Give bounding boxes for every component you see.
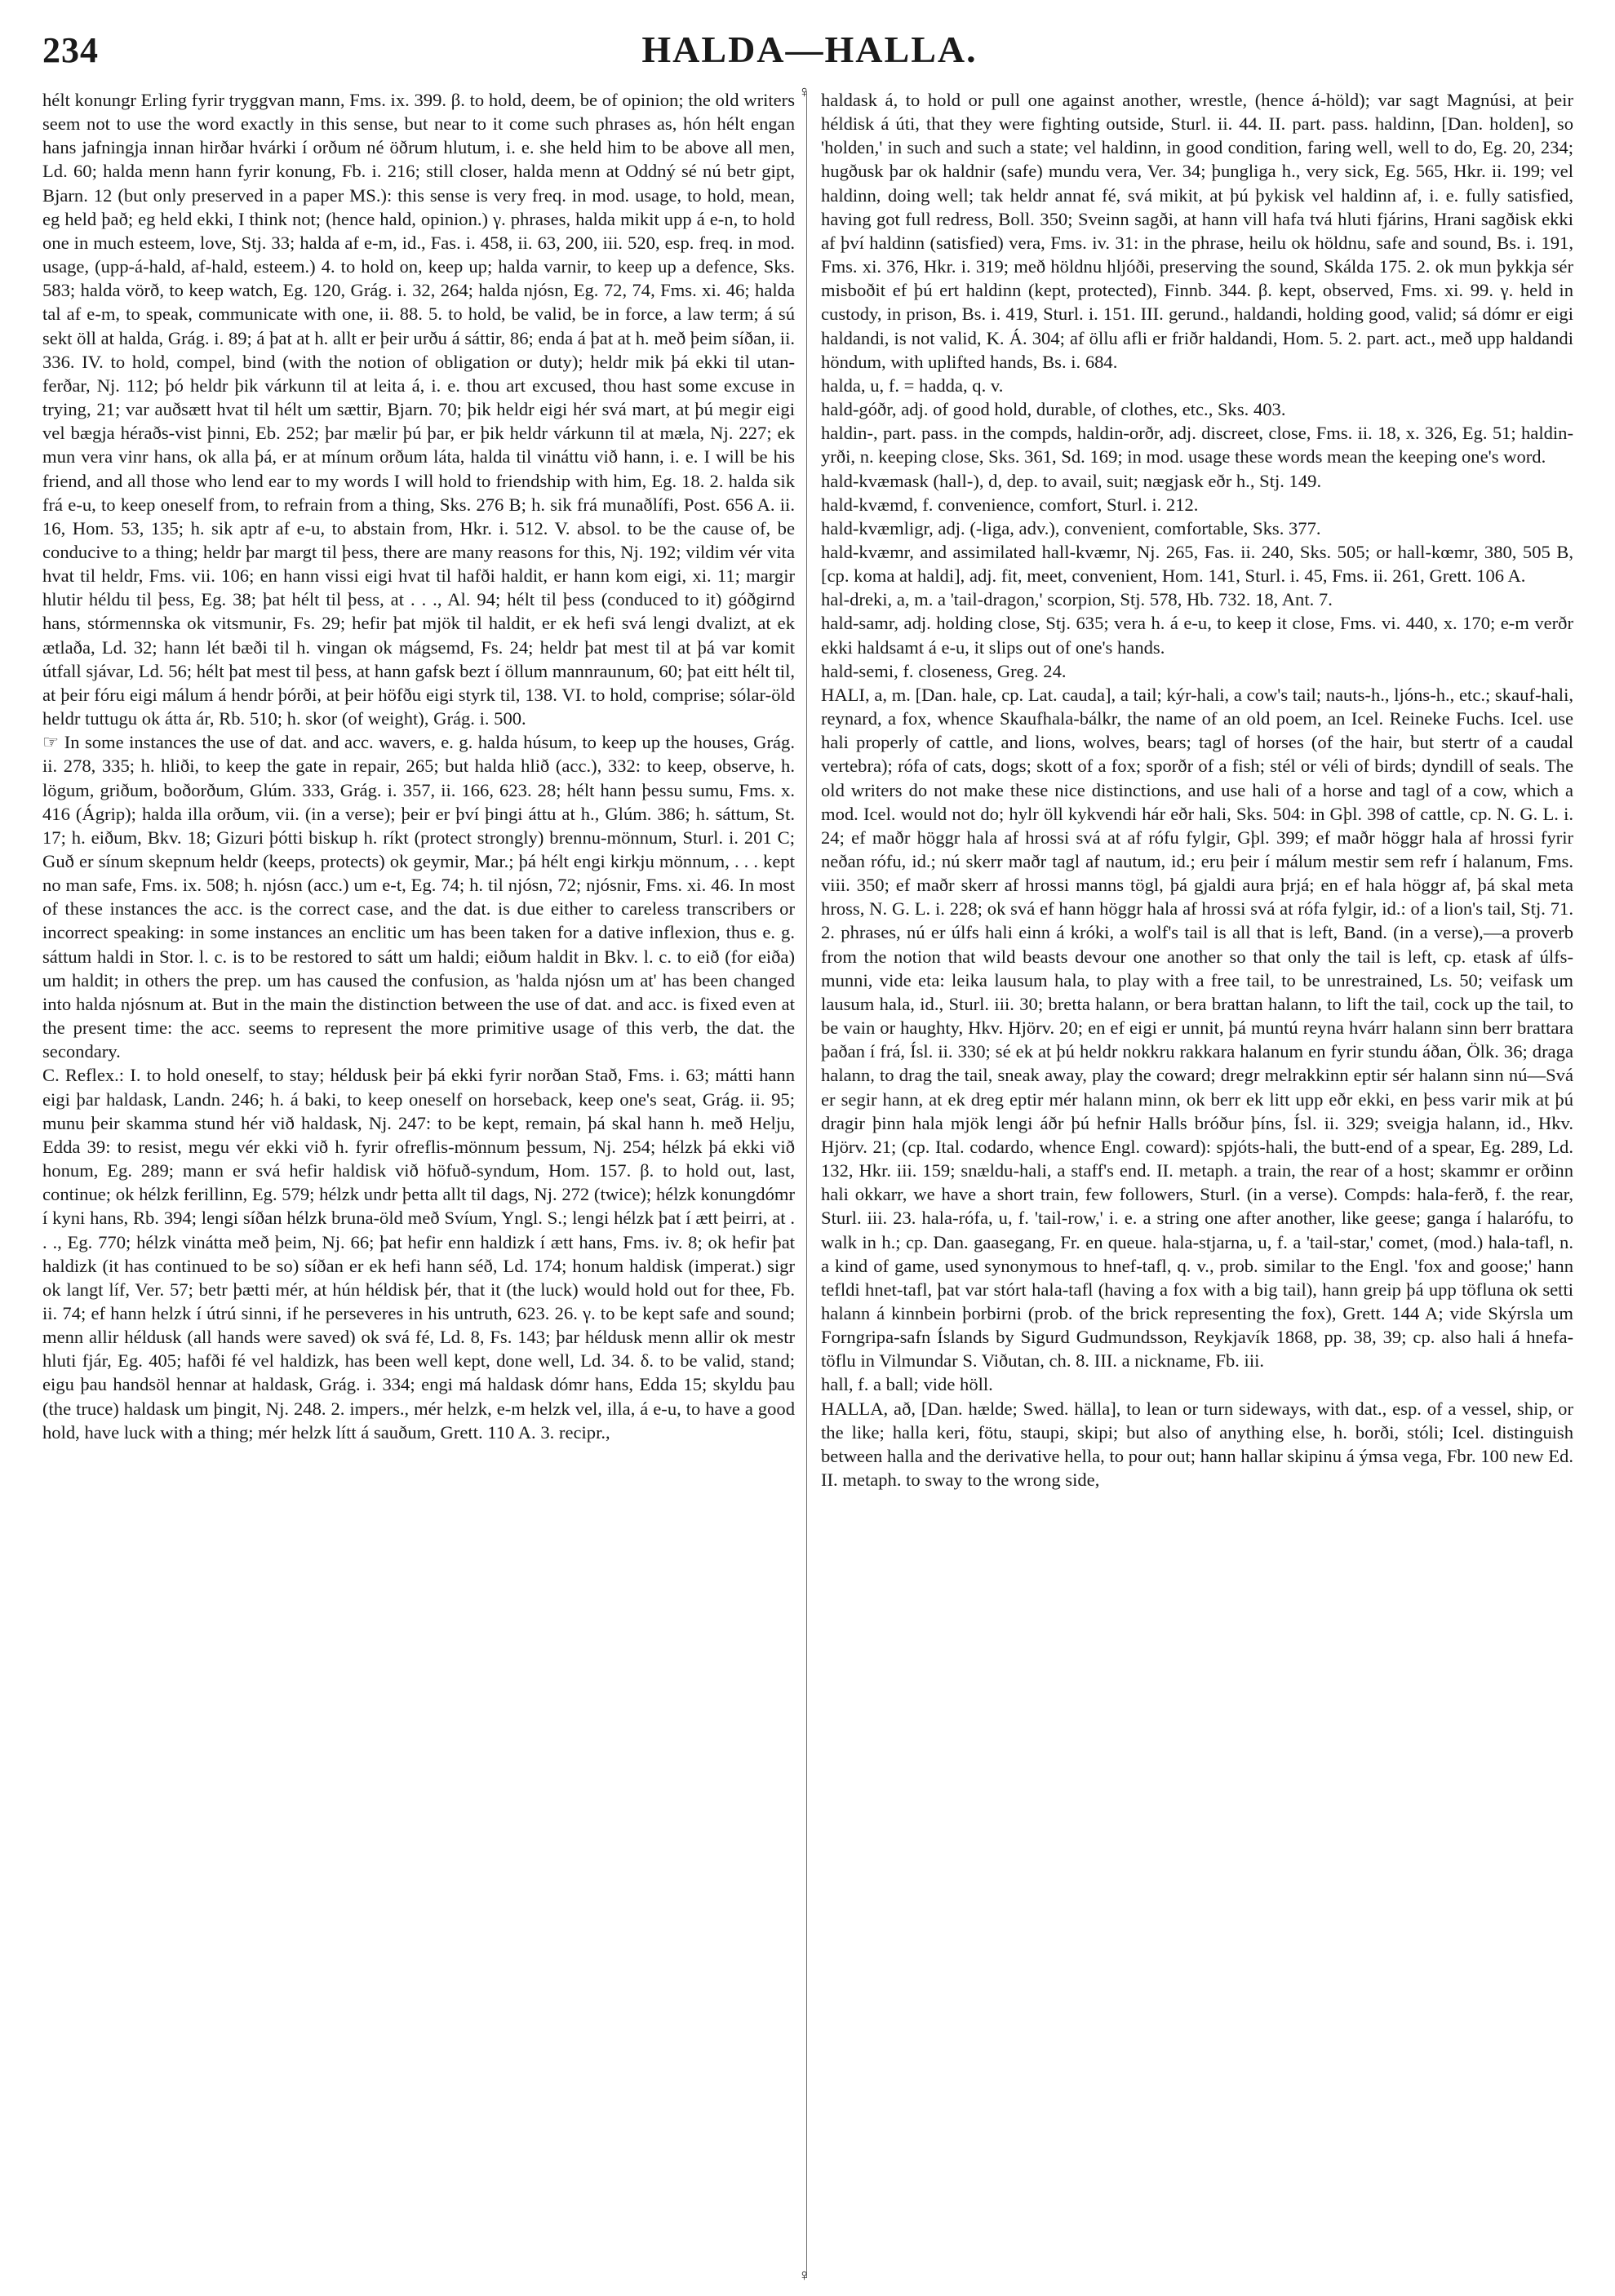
entry-hald-kvaemd: hald-kvæmd, f. convenience, comfort, Sturl. i. 212.	[821, 494, 1199, 515]
left-column	[42, 88, 795, 2283]
entry-paragraph: hélt konungr Erling fyrir tryggvan mann, Fms. ix. 399. β. to hold, deem, be of opinion; the old writers seem not to use the word exactly in this sense, but near to it come such phrases as, hón hélt engan hans jafningja innan hirðar hvárki í orðum né öðrum hlutum, i. e. she held him to be above all men, Ld. 60; halda menn hann fyrir konung, Fb. i. 216; still closer, halda menn at Oddný sé nú betr gipt, Bjarn. 12 (but only preserved in a paper MS.): this sense is very freq. in mod. usage, to hold, mean, eg held það; eg held ekki, I think not; (hence hald, opinion.) γ. phrases, halda mikit upp á e-n, to hold one in much esteem, love, Stj. 33; halda af e-m, id., Fas. i. 458, ii. 63, 200, iii. 520, esp. freq. in mod. usage, (upp-á-hald, af-hald, esteem.) 4. to hold on, keep up; halda varnir, to keep up a defence, Sks. 583; halda vörð, to keep watch, Eg. 120, Grág. i. 32, 264; halda njósn, Eg. 72, 74, Fms. xi. 46; halda tal af e-m, to speak, communicate with one, ii. 88. 5. to hold, be valid, be in force, a law term; á sú sekt öll at halda, Grág. i. 89; á þat at h. allt er þeir urðu á sáttir, 86; enda á þat at h. með þeim síðan, ii. 336. IV. to hold, compel, bind (with the notion of obligation or duty); heldr mik þá ekki til utan-ferðar, Nj. 112; þó heldr þik várkunn til at leita á, i. e. thou art excused, thou hast some excuse in trying, 21; var auðsætt hvat til hélt um sættir, Bjarn. 70; þik heldr eigi hér svá mart, at þú megir eigi vel bægja héraðs-vist þinni, Eb. 252; þar mælir þú þar, er þik heldr várkunn til at mæla, Nj. 227; ek mun vera vinr hans, ok alla þá, er at mínum orðum láta, halda til vináttu við hann, i. e. I will be his friend, and all those who lend ear to my words I will hold to friendship with him, Eg. 18. 2. halda sik frá e-u, to keep oneself from, to refrain from a thing, Sks. 276 B; h. sik frá munaðlífi, Post. 656 A. ii. 16, Hom. 53, 135; h. sik aptr af e-u, to abstain from, Hkr. i. 512. V. absol. to be the cause of, be conducive to a thing; heldr þar margt til þess, there are many reasons for this, Nj. 192; vildim vér vita hvat til heldr, Fms. vii. 106; en hann vissi eigi hvat til hafði haldit, er hann kom eigi, xi. 11; margir hlutir héldu til þess, Eg. 38; þat hélt til þess, at . . ., Al. 94; hélt til þess (conduced to it) góðgirnd hans, stórmennska ok vitsmunir, Fs. 29; hefir þat mjök til haldit, er ek hefi svá lengi dvalizt, at ek ætlaða, Ld. 32; hann lét bæði til h. vingan ok mágsemd, Fs. 24; heldr þat mest til at þá var komit útfall sjávar, Ld. 56; hélt þat mest til þess, at hann gafsk bezt í öllum mannraunum, 60; þat eitt hélt til, at þeir fóru eigi málum á hendr þórði, at þeir höfðu eigi styrk til, 138. VI. to hold, comprise; sólar-öld heldr tuttugu ok átta ár, Rb. 510; h. skor (of weight), Grág. i. 500.	[42, 90, 795, 729]
entry-paragraph: haldask á, to hold or pull one against another, wrestle, (hence á-höld); var sagt Magnúsi, at þeir héldisk á úti, that they were fighting outside, Sturl. ii. 44. II. part. pass. haldinn, [Dan. holden], so 'holden,' in such and such a state; vel haldinn, in good condition, faring well, well to do, Eg. 20, 234; hugðusk þar ok haldnir (safe) mundu vera, Ver. 34; þungliga h., very sick, Eg. 565, Hkr. ii. 199; vel haldinn, doing well; tak heldr annat fé, svá mikit, at þú þykisk vel haldinn af, i. e. fully satisfied, having got full redress, Boll. 350; Sveinn sagði, at hann vill hafa tvá hluti fjárins, Hrani sagðisk ekki af því haldinn (satisfied) vera, Fms. iv. 31: in the phrase, heilu ok höldnu, safe and sound, Bs. i. 191, Fms. xi. 376, Hkr. i. 319; með höldnu hljóði, preserving the sound, Skálda 175. 2. ok mun þykkja sér misboðit ef þú ert haldinn (kept, protected), Finnb. 344. β. kept, observed, Fms. xi. 99. γ. held in custody, in prison, Bs. i. 419, Sturl. i. 151. III. gerund., haldandi, holding good, valid; sá dómr er eigi haldandi, is not valid, K. Á. 304; af öllu afli er friðr haldandi, Hom. 5. 2. part. act., með upp haldandi höndum, with uplifted hands, Bs. i. 684.	[821, 90, 1573, 372]
entry-hali: HALI, a, m. [Dan. hale, cp. Lat. cauda], a tail; kýr-hali, a cow's tail; nauts-h., ljóns-h., etc.; skauf-hali, reynard, a fox, whence Skaufhala-bálkr, the name of an old poem, an Icel. Reineke Fuchs. Icel. use hali properly of cattle, and lions, wolves, bears; tagl of horses (of the hair, but stertr of a caudal vertebra); rófa of cats, dogs; skott of a fox; sporðr of a fish; stél or véli of birds; dyndill of seals. The old writers do not make these nice distinctions, and use hali of a horse and tagl of a cow, which a mod. Icel. would not do; hylr öll kykvendi hár eðr hali, Sks. 504: in Gþl. 398 of cattle, cp. N. G. L. i. 24; ef maðr höggr hala af hrossi svá at af rófu fylgir, Gþl. 399; ef maðr höggr hala af hrossi fyrir neðan rófu, id.; nú skerr maðr tagl af nautum, id.; eru þeir í málum mestir sem refr í halanum, Fms. viii. 350; ef maðr skerr af hrossi manns tögl, þá gjaldi aura þrjá; en ef hala höggr af, þá skal meta hross, N. G. L. i. 228; ok svá ef hann höggr hala af hrossi svá at rófa fylgir, id.: of a lion's tail, Stj. 71. 2. phrases, nú er úlfs hali einn á króki, a wolf's tail is all that is left, Band. (in a verse),—a proverb from the notion that wild beasts devour one another so that only the tail is left, cp. etask af úlfs-munni, vide eta: leika lausum hala, to play with a free tail, to be unrestrained, Ls. 50; veifask um lausum hala, id., Sturl. iii. 30; bretta halann, or bera brattan halann, to lift the tail, cock up the tail, to be vain or haughty, Hkv. Hjörv. 20; en ef eigi er unnit, þá muntú reyna hvárr halann sinn berr brattara þaðan í frá, Ísl. ii. 330; sé ek at þú heldr nokkru rakkara halanum en fyrir stundu áðan, Ölk. 36; draga halann, to drag the tail, sneak away, play the coward; dregr melrakkinn eptir sér halann sinn nú—Svá er segir hann, at ek dreg eptir mér halann minn, ok berr ek litt upp eðr ekki, en þess varir mik at þú dragir þinn hala mjök lengi áðr þú hefnir Halls bróður þíns, Ísl. ii. 329; sveigja halann, id., Hkv. Hjörv. 21; (cp. Ital. codardo, whence Engl. coward): spjóts-hali, the butt-end of a spear, Eg. 289, Ld. 132, Hkr. iii. 159; snældu-hali, a staff's end. II. metaph. a train, the rear of a host; skammr er orðinn hali okkarr, we have a short train, few followers, Sturl. (in a verse). Compds: hala-ferð, f. the rear, Sturl. iii. 23. hala-rófa, u, f. 'tail-row,' i. e. a string one after another, like geese; ganga í halarófu, to walk in h.; cp. Dan. gaasegang, Fr. en queue. hala-stjarna, u, f. a 'tail-star,' comet, (mod.) hala-tafl, n. a kind of game, used synonymous to hnef-tafl, q. v., prob. similar to the Engl. 'fox and goose;' hann tefldi hnet-tafl, þat var stórt hala-tafl (having a fox with a big tail), hann greip þá upp töfluna ok setti halann á kinnbein þorbirni (prob. of the brick representing the fox), Grett. 144 A; vide Skýrsla um Forngripa-safn Íslands by Sigurd Gudmundsson, Reykjavík 1868, pp. 38, 39; cp. also hali á hnefa-töflu in Vilmundar S. Viðutan, ch. 8. III. a nickname, Fb. iii.	[821, 684, 1573, 1372]
entry-halla: HALLA, að, [Dan. hælde; Swed. hälla], to lean or turn sideways, with dat., esp. of a vessel, ship, or the like; halla keri, fötu, staupi, skipi; but also of anything else, h. borði, stóli; Icel. distinguish between halla and the derivative hella, to pour out; hann hallar skipinu á ýmsa vega, Fbr. 100 new Ed. II. metaph. to sway to the wrong side,	[821, 1398, 1573, 1491]
page-number: 234	[42, 30, 99, 70]
column-rule-ornament-top: ♀	[798, 83, 810, 101]
entry-hald-kvaemligr: hald-kvæmligr, adj. (-liga, adv.), convenient, comfortable, Sks. 377.	[821, 517, 1321, 539]
entry-haldin: haldin-, part. pass. in the compds, haldin-orðr, adj. discreet, close, Fms. ii. 18, x. 326, Eg. 51; haldin-yrði, n. keeping close, Sks. 361, Sd. 169; in mod. usage these words mean the keeping one's word.	[821, 423, 1573, 468]
entry-halda-noun: halda, u, f. = hadda, q. v.	[821, 375, 1004, 396]
page-header	[42, 23, 1577, 80]
entry-paragraph: C. Reflex.: I. to hold oneself, to stay; héldusk þeir þá ekki fyrir norðan Stað, Fms. i. 63; mátti hann eigi þar haldask, Landn. 246; h. á baki, to keep oneself on horseback, keep one's seat, Grág. ii. 95; munu þeir skamma stund hér við haldask, Nj. 247: to be kept, remain, þá skal hann h. með Helju, Edda 39: to resist, megu vér ekki við h. fyrir ofreflis-mönnum þessum, Nj. 254; hélzk þá ekki við honum, Eg. 289; mann er svá hefir haldisk við höfuð-syndum, Hom. 157. β. to hold out, last, continue; ok hélzk ferillinn, Eg. 579; hélzk undr þetta allt til dags, Nj. 272 (twice); hélzk konungdómr í kyni hans, Rb. 394; lengi síðan hélzk bruna-öld með Svíum, Yngl. S.; lengi hélzk þat í ætt þeirri, at . . ., Eg. 770; hélzk vinátta með þeim, Nj. 66; þat hefir enn haldizk í ætt hans, Fms. iv. 8; ok hefir þat haldizk (it has continued to be so) síðan er ek hefi hann séð, Ld. 174; honum haldisk (imperat.) sigr ok langt líf, Ver. 57; betr þætti mér, at hún héldisk þér, that it (the luck) would hold out for thee, Fb. ii. 74; ef hann helzk í útrú sinni, if he perseveres in his untruth, 623. 26. γ. to be kept safe and sound; menn allir héldusk (all hands were saved) ok svá fé, Ld. 8, Fs. 143; þar héldusk menn allir ok mestr hluti fjár, Eg. 405; hafði fé vel haldizk, has been well kept, done well, Ld. 34. δ. to be valid, stand; eigu þau handsöl hennar at haldask, Grág. i. 334; engi má haldask dómr hans, Edda 15; skyldu þau (the truce) haldask um þingit, Nj. 248. 2. impers., mér helzk, e-m helzk vel, illa, á e-u, to have a good hold, have luck with a thing; mér helzk lítt á sauðum, Grett. 110 A. 3. recipr.,	[42, 1065, 795, 1443]
entry-hald-godr: hald-góðr, adj. of good hold, durable, of clothes, etc., Sks. 403.	[821, 399, 1286, 420]
column-rule-ornament-bottom: ♀	[798, 2267, 810, 2285]
entry-hall: hall, f. a ball; vide höll.	[821, 1374, 993, 1395]
entry-hald-kvaemr: hald-kvæmr, and assimilated hall-kvæmr, Nj. 265, Fas. ii. 240, Sks. 505; or hall-kœmr, 380, 505 B, [cp. koma at haldi], adj. fit, meet, convenient, Hom. 141, Sturl. i. 45, Fms. ii. 261, Grett. 106 A.	[821, 541, 1573, 587]
entry-hald-semi: hald-semi, f. closeness, Greg. 24.	[821, 660, 1067, 681]
entry-hal-dreki: hal-dreki, a, m. a 'tail-dragon,' scorpion, Stj. 578, Hb. 732. 18, Ant. 7.	[821, 589, 1333, 610]
entry-hald-samr: hald-samr, adj. holding close, Stj. 635; vera h. á e-u, to keep it close, Fms. vi. 440, x. 170; e-m verðr ekki haldsamt á e-u, it slips out of one's hands.	[821, 613, 1573, 658]
running-head: HALDA—HALLA.	[641, 29, 978, 70]
entry-hald-kvaemask: hald-kvæmask (hall-), d, dep. to avail, suit; nægjask eðr h., Stj. 149.	[821, 470, 1322, 491]
column-divider	[806, 91, 807, 2278]
entry-paragraph: ☞ In some instances the use of dat. and acc. wavers, e. g. halda húsum, to keep up the houses, Grág. ii. 278, 335; h. hliði, to keep the gate in repair, 265; but halda hlið (acc.), 332: to keep, observe, h. lögum, griðum, boðorðum, Glúm. 333, Grág. i. 357, ii. 166, 623. 28; hélt hann þessu sumu, Fms. x. 416 (Ágrip); halda illa orðum, vii. (in a verse); þeir er því þingi áttu at h., Glúm. 386; h. sáttum, St. 17; h. eiðum, Bkv. 18; Gizuri þótti biskup h. ríkt (protect strongly) brennu-mönnum, Sturl. i. 201 C; Guð er sínum skepnum heldr (keeps, protects) ok geymir, Mar.; þá hélt engi kirkju mönnum, . . . kept no man safe, Fms. ix. 508; h. njósn (acc.) um e-t, Eg. 74; h. til njósn, 72; njósnir, Fms. xi. 46. In most of these instances the acc. is the correct case, and the dat. is due either to careless transcribers or incorrect speaking: in some instances an enclitic um has been taken for a dative inflexion, thus e. g. sáttum haldi in Stor. l. c. is to be restored to sátt um haldi; eiðum haldit in Bkv. l. c. to eið (for eiða) um haldit; in others the prep. um has caused the confusion, as 'halda njósn um at' has been changed into halda njósnum at. But in the main the distinction between the use of dat. and acc. is fixed even at the present time: the acc. seems to represent the more primitive usage of this verb, the dat. the secondary.	[42, 732, 795, 1062]
right-column	[821, 88, 1573, 2283]
